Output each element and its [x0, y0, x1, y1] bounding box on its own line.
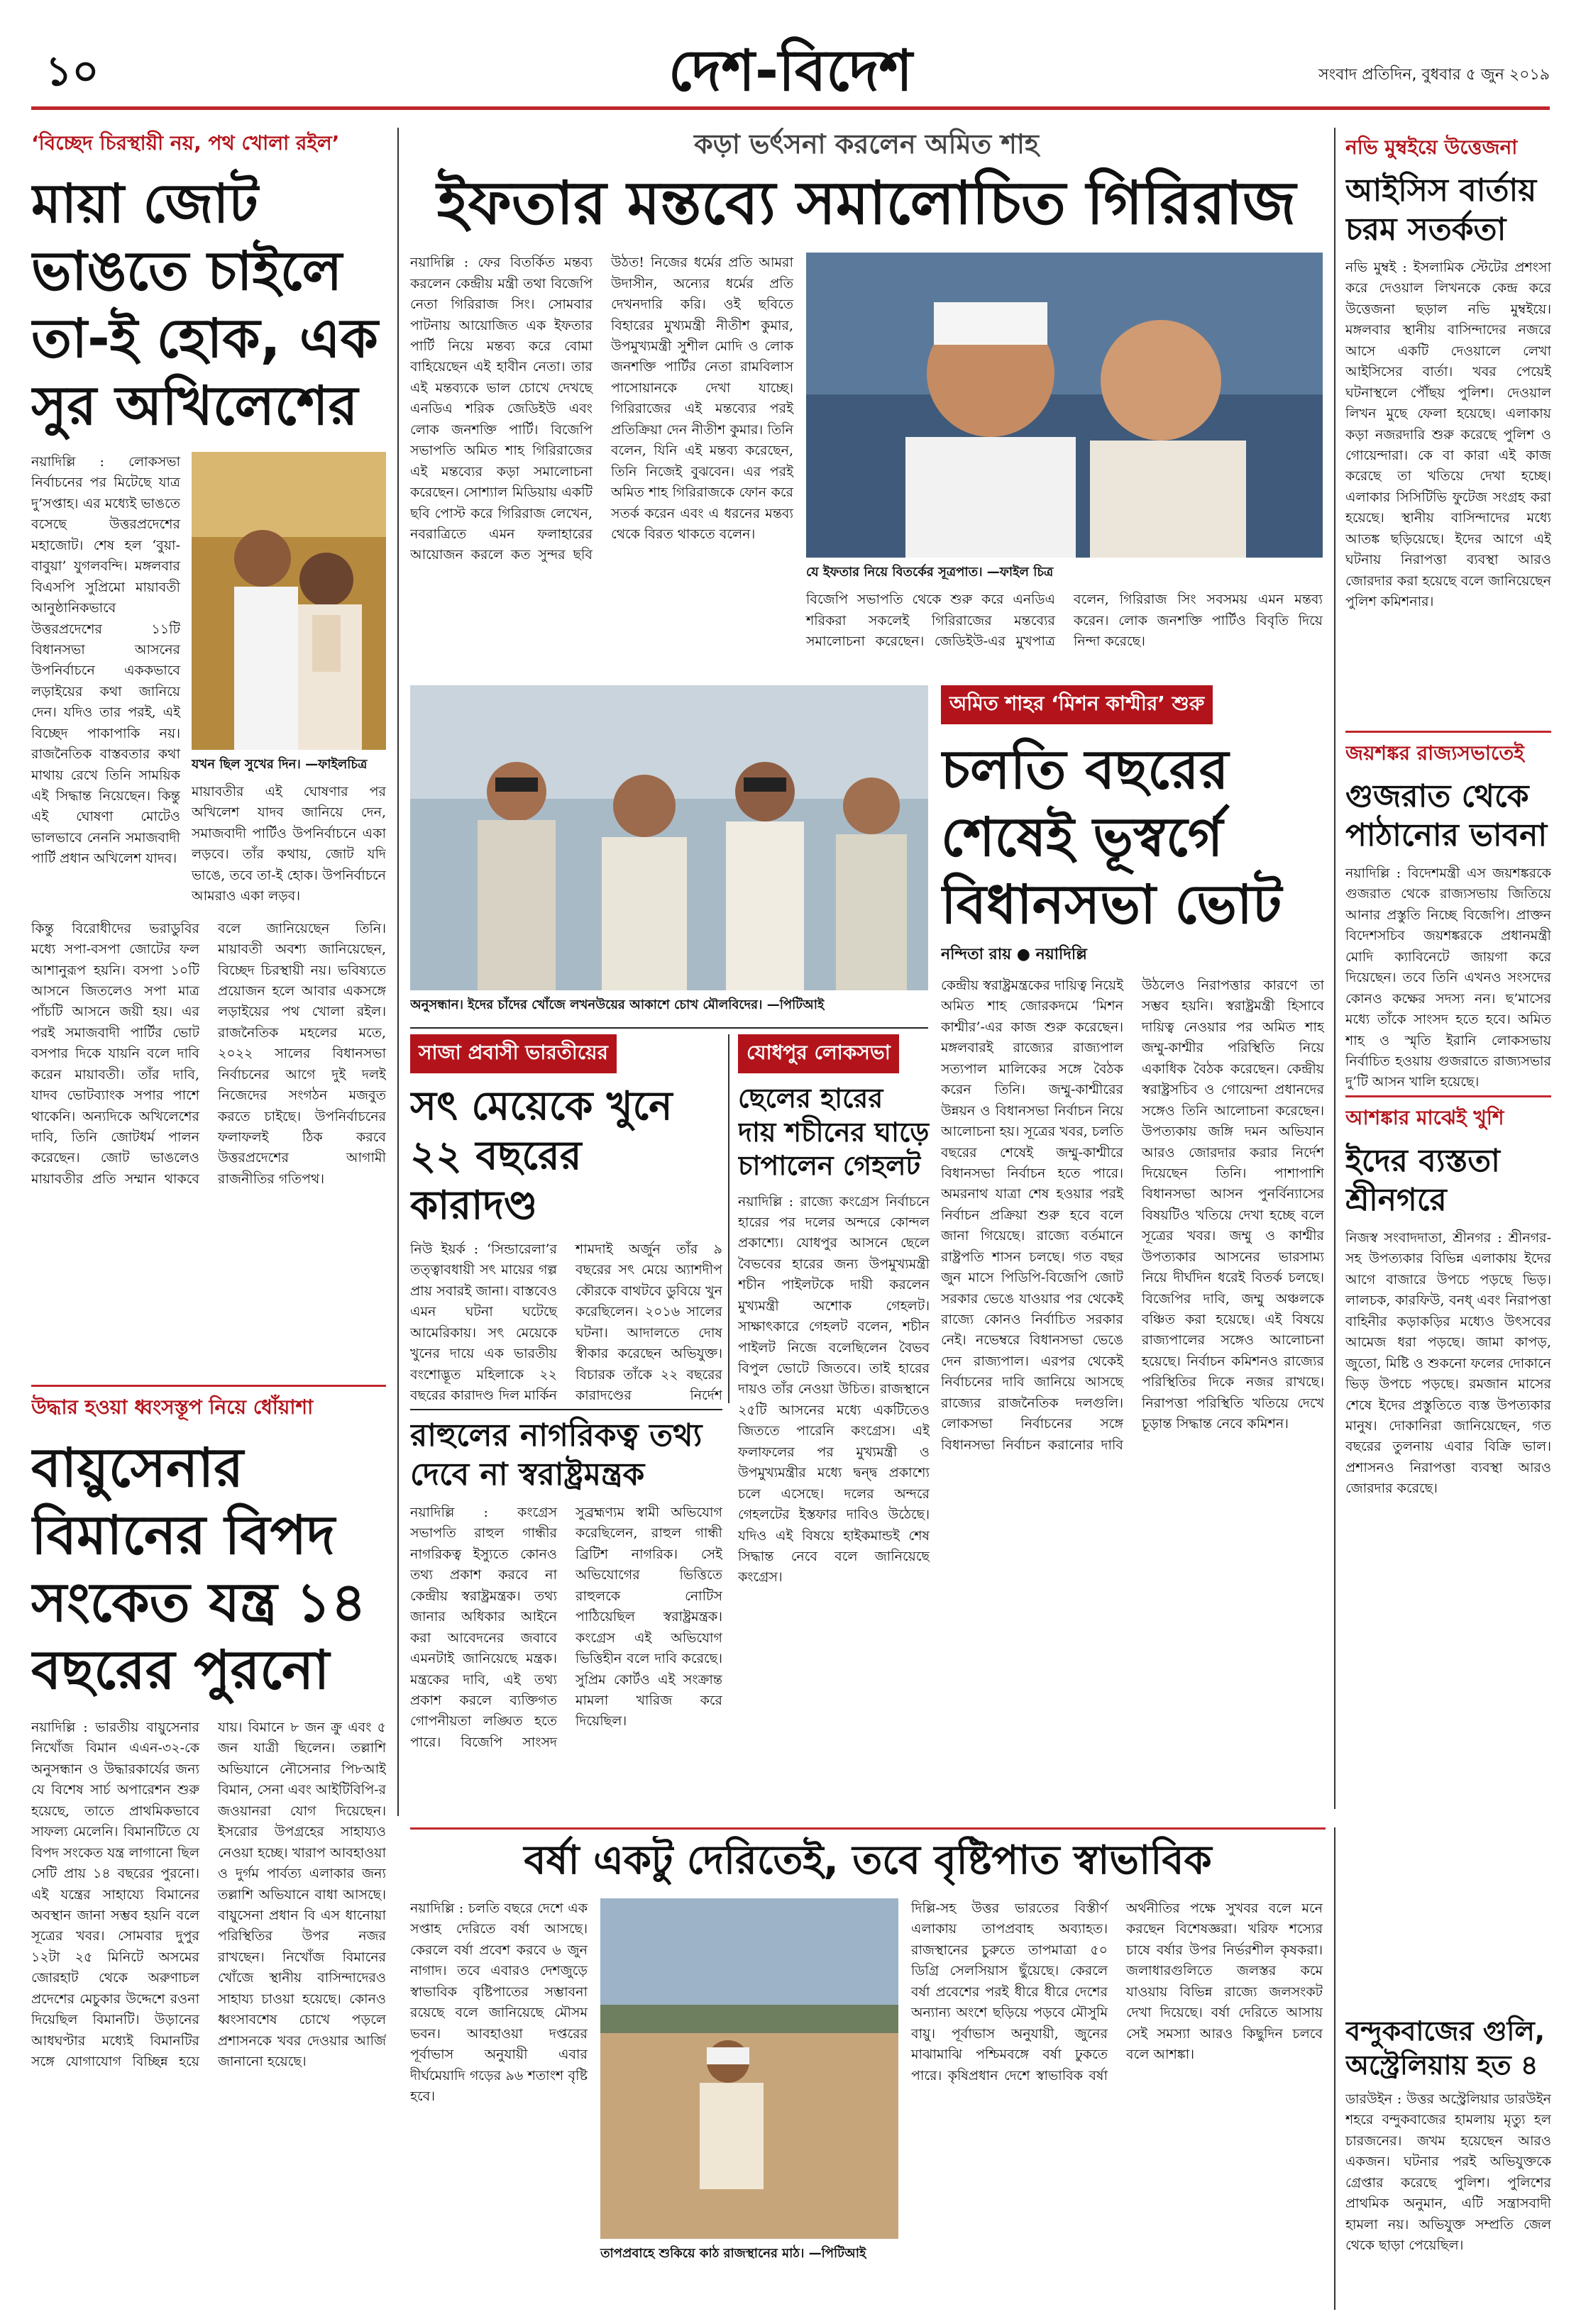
akhilesh-mayawati-photo [192, 452, 386, 750]
article-body: নয়াদিল্লি : চলতি বছরে দেশে এক সপ্তাহ দেরিতে বর্ষা আসছে। কেরলে বর্ষা প্রবেশ করবে ৬ জুন নাগাদ। তবে এবারও দেশজুড়ে স্বাভাবিক বৃষ্টিপাতের সম্ভাবনা রয়েছে বলে জানিয়েছে মৌসম ভবন। আবহাওয়া দপ্তরের পূর্বাভাস অনুযায়ী এবার দীর্ঘমেয়াদি গড়ের ৯৬ শতাংশ বৃষ্টি হবে। [410, 1900, 588, 2104]
section-title: দেশ-বিদেশ [668, 38, 913, 104]
kicker: কড়া ভর্ৎসনা করলেন অমিত শাহ [694, 128, 1039, 160]
headline[interactable]: বন্দুকবাজের গুলি, অস্ট্রেলিয়ায় হত ৪ [1345, 2015, 1546, 2081]
article-body: নয়াদিল্লি : ফের বিতর্কিত মন্তব্য করলেন কেন্দ্রীয় মন্ত্রী তথা বিজেপি নেতা গিরিরাজ সিং। সোমবার পাটনায় আয়োজিত এক ইফতার পার্টি নিয়ে মন্তব্য করে বোমা বাহিয়েছেন এই হাবীন নেতা। তার এই মন্তব্যকে ভাল চোখে দেখছে এনডিএ শরিক জেডিইউ এবং লোক জনশক্তি পার্টি। বিজেপি সভাপতি অমিত শাহ গিরিরাজের এই মন্তব্যের কড়া সমালোচনা করেছেন। সোশ্যাল মিডিয়ায় একটি ছবি পোস্ট করে গিরিরাজ লেখেন, নবরাত্রিতে এমন ফলাহারের আয়োজন করলে কত সুন্দর ছবি উঠত! নিজের ধর্মের প্রতি আমরা উদাসীন, অন্যের ধর্মের প্রতি দেখনদারি করি। ওই ছবিতে বিহারের মুখ্যমন্ত্রী নীতীশ কুমার, উপমুখ্যমন্ত্রী সুশীল মোদি ও লোক জনশক্তি পার্টির নেতা রামবিলাস পাসোয়ানকে দেখা যাচ্ছে। গিরিরাজের এই মন্তব্যের পরই প্রতিক্রিয়া দেন নীতীশ কুমার। তিনি বলেন, যিনি এই মন্তব্য করেছেন, তিনি নিজেই বুঝবেন। এর পরই অমিত শাহ গিরিরাজকে ফোন করে সতর্ক করেন এবং এ ধরনের মন্তব্য থেকে বিরত থাকতে বলেন। [410, 255, 793, 563]
kicker: আশঙ্কার মাঝেই খুশি [1345, 1106, 1504, 1129]
column-rule [397, 128, 399, 1816]
story-srinagar [1345, 1102, 1551, 1812]
article-body: নয়াদিল্লি : বিদেশমন্ত্রী এস জয়শঙ্করকে গুজরাত থেকে রাজ্যসভায় জিতিয়ে আনার প্রস্তুতি নিচ্ছে বিজেপি। প্রাক্তন বিদেশসচিব জয়শঙ্করকে প্রধানমন্ত্রী মোদি ক্যাবিনেটে জায়গা করে দিয়েছেন। তবে তিনি এখনও সংসদের কোনও কক্ষের সদস্য নন। ছ’মাসের মধ্যে তাঁকে সাংসদ হতে হবে। অমিত শাহ ও স্মৃতি ইরানি লোকসভায় নির্বাচিত হওয়ায় গুজরাতে রাজ্যসভার দু’টি আসন খালি হয়েছে। [1345, 865, 1551, 1090]
section-rule [410, 1027, 928, 1029]
kicker: ‘বিচ্ছেদ চিরস্থায়ী নয়, পথ খোলা রইল’ [31, 131, 340, 155]
headline[interactable]: আইসিস বার্তায় চরম সতর্কতা [1345, 172, 1537, 248]
story-airforce [31, 1392, 386, 2307]
photo-caption: যখন ছিল সুখের দিন। —ফাইলচিত্র [192, 757, 368, 772]
page-number: ১০ [45, 47, 99, 95]
story-rahul [410, 1416, 722, 1820]
article-body-part: দিল্লি-সহ উত্তর ভারতের বিস্তীর্ণ এলাকায় তাপপ্রবাহ অব্যাহত। রাজস্থানের চুরুতে তাপমাত্রা ৫০ ডিগ্রি সেলসিয়াস ছুঁয়েছে। কেরলে বর্ষা প্রবেশের পরই ধীরে ধীরে দেশের অন্যান্য অংশে ছড়িয়ে পড়বে মৌসুমি বায়ু। পূর্বাভাস অনুযায়ী, জুনের মাঝামাঝি পশ্চিমবঙ্গে বর্ষা ঢুকতে পারে। কৃষিপ্রধান দেশে স্বাভাবিক বর্ষা অর্থনীতির পক্ষে সুখবর বলে মনে করছেন বিশেষজ্ঞরা। খরিফ শস্যের চাষে বর্ষার উপর নির্ভরশীল কৃষকরা। জলাধারগুলিতে জলস্তর কমে যাওয়ায় বিভিন্ন রাজ্যে জলসংকট দেখা দিয়েছে। বর্ষা দেরিতে আসায় সেই সমস্যা আরও কিছুদিন চলবে বলে আশঙ্কা। [911, 1900, 1323, 2084]
headline[interactable]: বর্ষা একটু দেরিতেই, তবে বৃষ্টিপাত স্বাভাবিক [524, 1837, 1212, 1883]
eid-moon-photo-block [410, 685, 928, 1022]
iftar-photo [806, 253, 1323, 558]
article-body: নয়াদিল্লি : ভারতীয় বায়ুসেনার নিখোঁজ বিমান এএন-৩২-কে অনুসন্ধান ও উদ্ধারকার্যের জন্য যে বিশেষ সার্চ অপারেশন শুরু হয়েছে, তাতে প্রাথমিকভাবে সাফল্য মেলেনি। বিমানটিতে যে বিপদ সংকেত যন্ত্র লাগানো ছিল সেটি প্রায় ১৪ বছরের পুরনো। এই যন্ত্রের সাহায্যে বিমানের অবস্থান জানা সম্ভব হয়নি বলে সূত্রের খবর। সোমবার দুপুর ১২টা ২৫ মিনিটে অসমের জোরহাট থেকে অরুণাচল প্রদেশের মেচুকার উদ্দেশে রওনা দিয়েছিল বিমানটি। উড়ানের আধঘণ্টার মধ্যেই বিমানটির সঙ্গে যোগাযোগ বিচ্ছিন্ন হয়ে যায়। বিমানে ৮ জন ক্রু এবং ৫ জন যাত্রী ছিলেন। তল্লাশি অভিযানে নৌসেনার পি৮আই বিমান, সেনা এবং আইটিবিপি-র জওয়ানরা যোগ দিয়েছেন। ইসরোর উপগ্রহের সাহায্যও নেওয়া হচ্ছে। খারাপ আবহাওয়া ও দুর্গম পার্বত্য এলাকার জন্য তল্লাশি অভিযানে বাধা আসছে। বায়ুসেনা প্রধান বি এস ধানোয়া পরিস্থিতির উপর নজর রাখছেন। নিখোঁজ বিমানের খোঁজে স্থানীয় বাসিন্দাদেরও সাহায্য চাওয়া হয়েছে। কোনও ধ্বংসাবশেষ চোখে পড়লে প্রশাসনকে খবর দেওয়ার আর্জি জানানো হয়েছে। [31, 1720, 386, 2069]
article-body-part: নয়াদিল্লি : লোকসভা নির্বাচনের পর মিটেছে যাত্র দু’সপ্তাহ। এর মধ্যেই ভাঙতে বসেছে উত্তরপ্রদেশের মহাজোট। শেষ হল ‘বুয়া-বাবুয়া’ যুগলবন্দি। মঙ্গলবার বিএসপি সুপ্রিমো মায়াবতী আনুষ্ঠানিকভাবে উত্তরপ্রদেশের ১১টি বিধানসভা আসনের উপনির্বাচনে এককভাবে লড়াইয়ের কথা জানিয়ে দেন। যদিও তার পরই, এই বিচ্ছেদ পাকাপাকি নয়। রাজনৈতিক বাস্তবতার কথা মাথায় রেখে তিনি সাময়িক এই সিদ্ধান্ত নিয়েছেন। কিন্তু এই ঘোষণা মোটেও ভালভাবে নেননি সমাজবাদী পার্টি প্রধান অখিলেশ যাদব। [31, 454, 180, 867]
article-body-part: বিজেপি সভাপতি থেকে শুরু করে এনডিএ শরিকরা সকলেই গিরিরাজের মন্তব্যের সমালোচনা করেছেন। জেডিইউ-এর মুখপাত্র বলেন, গিরিরাজ সিং সবসময় এমন মন্তব্য করেন। লোক জনশক্তি পার্টিও বিবৃতি দিয়ে নিন্দা করেছে। [806, 592, 1323, 650]
article-body: নভি মুম্বই : ইসলামিক স্টেটের প্রশংসা করে দেওয়াল লিখনকে কেন্দ্র করে উত্তেজনা ছড়াল নভি মুম্বইয়ে। মঙ্গলবার স্থানীয় বাসিন্দাদের নজরে আসে একটি দেওয়ালে লেখা আইসিসের বার্তা। খবর পেয়েই ঘটনাস্থলে পৌঁছয় পুলিশ। দেওয়াল লিখন মুছে ফেলা হয়েছে। এলাকায় কড়া নজরদারি শুরু করেছে পুলিশ ও গোয়েন্দারা। কে বা কারা এই কাজ করেছে তা খতিয়ে দেখা হচ্ছে। এলাকার সিসিটিভি ফুটেজ সংগ্রহ করা হয়েছে। স্থানীয় বাসিন্দাদের মধ্যে আতঙ্ক ছড়িয়েছে। ইদের আগে এই ঘটনায় নিরাপত্তা ব্যবস্থা আরও জোরদার করা হয়েছে বলে জানিয়েছেন পুলিশ কমিশনার। [1345, 260, 1551, 609]
dateline: সংবাদ প্রতিদিন, বুধবার ৫ জুন ২০১৯ [1318, 66, 1550, 84]
headline[interactable]: বায়ুসেনার বিমানের বিপদ সংকেত যন্ত্র ১৪ বছরের পুরনো [31, 1436, 366, 1701]
masthead-rule [31, 106, 1550, 110]
kicker: উদ্ধার হওয়া ধ্বংসস্তূপ নিয়ে ধোঁয়াশা [31, 1395, 314, 1419]
column-rule [1334, 128, 1335, 1809]
article-body: নয়াদিল্লি : কংগ্রেস সভাপতি রাহুল গান্ধীর নাগরিকত্ব ইস্যুতে কোনও তথ্য প্রকাশ করবে না কেন্দ্রীয় স্বরাষ্ট্রমন্ত্রক। তথ্য জানার অধিকার আইনে করা আবেদনের জবাবে এমনটাই জানিয়েছে মন্ত্রক। মন্ত্রকের দাবি, এই তথ্য প্রকাশ করলে ব্যক্তিগত গোপনীয়তা লঙ্ঘিত হতে পারে। বিজেপি সাংসদ সুব্রহ্মণ্যম স্বামী অভিযোগ করেছিলেন, রাহুল গান্ধী ব্রিটিশ নাগরিক। সেই অভিযোগের ভিত্তিতে রাহুলকে নোটিস পাঠিয়েছিল স্বরাষ্ট্রমন্ত্রক। কংগ্রেস এই অভিযোগ ভিত্তিহীন বলে দাবি করেছে। সুপ্রিম কোর্টও এই সংক্রান্ত মামলা খারিজ করে দিয়েছিল। [410, 1505, 722, 1750]
article-body: কেন্দ্রীয় স্বরাষ্ট্রমন্ত্রকের দায়িত্ব নিয়েই অমিত শাহ জোরকদমে ‘মিশন কাশ্মীর’-এর কাজ শুরু করেছেন। মঙ্গলবারই রাজ্যের রাজ্যপাল সত্যপাল মালিকের সঙ্গে বৈঠক করেন তিনি। জম্মু-কাশ্মীরের উন্নয়ন ও বিধানসভা নির্বাচন নিয়ে আলোচনা হয়। সূত্রের খবর, চলতি বছরের শেষেই জম্মু-কাশ্মীরে বিধানসভা নির্বাচন হতে পারে। অমরনাথ যাত্রা শেষ হওয়ার পরই নির্বাচন প্রক্রিয়া শুরু হবে বলে জানা গিয়েছে। রাজ্যে বর্তমানে রাষ্ট্রপতি শাসন চলছে। গত বছর জুন মাসে পিডিপি-বিজেপি জোট সরকার ভেঙে যাওয়ার পর থেকেই রাজ্যে কোনও নির্বাচিত সরকার নেই। নভেম্বরে বিধানসভা ভেঙে দেন রাজ্যপাল। এরপর থেকেই নির্বাচনের দাবি জানিয়ে আসছে রাজ্যের রাজনৈতিক দলগুলি। লোকসভা নির্বাচনের সঙ্গে বিধানসভা নির্বাচন করানোর দাবি উঠলেও নিরাপত্তার কারণে তা সম্ভব হয়নি। স্বরাষ্ট্রমন্ত্রী হিসাবে দায়িত্ব নেওয়ার পর অমিত শাহ জম্মু-কাশ্মীর পরিস্থিতি নিয়ে একাধিক বৈঠক করেছেন। কেন্দ্রীয় স্বরাষ্ট্রসচিব ও গোয়েন্দা প্রধানদের সঙ্গেও তিনি আলোচনা করেছেন। উপত্যকায় জঙ্গি দমন অভিযান আরও জোরদার করার নির্দেশ দিয়েছেন তিনি। পাশাপাশি বিধানসভা আসন পুনর্বিন্যাসের বিষয়টিও খতিয়ে দেখা হচ্ছে বলে সূত্রের খবর। জম্মু ও কাশ্মীর উপত্যকার আসনের ভারসাম্য নিয়ে দীর্ঘদিন ধরেই বিতর্ক চলছে। বিজেপির দাবি, জম্মু অঞ্চলকে বঞ্চিত করা হয়েছে। এই বিষয়ে রাজ্যপালের সঙ্গেও আলোচনা হয়েছে। নির্বাচন কমিশনও রাজ্যের পরিস্থিতির দিকে নজর রাখছে। নিরাপত্তা পরিস্থিতি খতিয়ে দেখে চূড়ান্ত সিদ্ধান্ত নেবে কমিশন। [941, 978, 1324, 1453]
article-body: নিউ ইয়র্ক : ‘সিন্ডারেলা’র তত্ত্বাবধায়ী সৎ মায়ের গল্প প্রায় সবারই জানা। বাস্তবেও এমন ঘটনা ঘটেছে আমেরিকায়। সৎ মেয়েকে খুনের দায়ে এক ভারতীয় বংশোদ্ভূত মহিলাকে ২২ বছরের কারাদণ্ড দিল মার্কিন শামদাই অর্জুন তাঁর ৯ বছরের সৎ মেয়ে অ্যাশদীপ কৌরকে বাথটবে ডুবিয়ে খুন করেছিলেন। ২০১৬ সালের ঘটনা। আদালতে দোষ স্বীকার করেছেন অভিযুক্ত। বিচারক তাঁকে ২২ বছরের কারাদণ্ডের নির্দেশ [410, 1241, 722, 1403]
story-giriraj [410, 128, 1323, 681]
story-custody [410, 1034, 722, 1403]
headline[interactable]: ইফতার মন্তব্যে সমালোচিত গিরিরাজ [436, 167, 1296, 238]
section-rule [1345, 1095, 1551, 1097]
headline[interactable]: ইদের ব্যস্ততা শ্রীনগরে [1345, 1143, 1500, 1218]
article-body: নিজস্ব সংবাদদাতা, শ্রীনগর : শ্রীনগর-সহ উপত্যকার বিভিন্ন এলাকায় ইদের আগে বাজারে উপচে পড়ছে ভিড়। লালচক, কারফিউ, বনধ্‌ এবং নিরাপত্তা বাহিনীর কড়াকড়ির মধ্যেও উৎসবের আমেজ ধরা পড়ছে। জামা কাপড়, জুতো, মিষ্টি ও শুকনো ফলের দোকানে ভিড় উপচে পড়ছে। রমজান মাসের শেষে ইদের প্রস্তুতিতে ব্যস্ত উপত্যকার মানুষ। দোকানিরা জানিয়েছেন, গত বছরের তুলনায় এবার বিক্রি ভাল। প্রশাসনও নিরাপত্তা ব্যবস্থা আরও জোরদার করেছে। [1345, 1230, 1551, 1497]
photo-caption: অনুসন্ধান। ইদের চাঁদের খোঁজে লখনউয়ের আকাশে চোখ মৌলবিদের। —পিটিআই [410, 997, 825, 1012]
story-monsoon [410, 1836, 1326, 2311]
story-australia [1345, 2015, 1551, 2313]
story-isis [1345, 132, 1551, 728]
kicker: অমিত শাহর ‘মিশন কাশ্মীর’ শুরু [941, 685, 1213, 724]
byline: নন্দিতা রায় ● নয়াদিল্লি [941, 946, 1087, 963]
headline[interactable]: ছেলের হারের দায় শচীনের ঘাড়ে চাপালেন গেহলট [738, 1083, 930, 1181]
column-rule [728, 1034, 729, 1403]
column-rule [1334, 1827, 1335, 2310]
eid-moon-photo [410, 685, 928, 990]
article-body: নয়াদিল্লি : রাজ্যে কংগ্রেস নির্বাচনে হারের পর দলের অন্দরে কোন্দল প্রকাশ্যে। যোধপুর আসনে ছেলে বৈভবের হারের জন্য উপমুখ্যমন্ত্রী শচীন পাইলটকে দায়ী করলেন মুখ্যমন্ত্রী অশোক গেহলট। সাক্ষাৎকারে গেহলট বলেন, শচীন পাইলট নিজে বলেছিলেন বৈভব বিপুল ভোটে জিতবে। তাই হারের দায়ও তাঁর নেওয়া উচিত। রাজস্থানে ২৫টি আসনের মধ্যে একটিতেও জিততে পারেনি কংগ্রেস। এই ফলাফলের পর মুখ্যমন্ত্রী ও উপমুখ্যমন্ত্রীর মধ্যে দ্বন্দ্ব প্রকাশ্যে চলে এসেছে। দলের অন্দরে গেহলটের ইস্তফার দাবিও উঠেছে। যদিও এই বিষয়ে হাইকমান্ডই শেষ সিদ্ধান্ত নেবে বলে জানিয়েছে কংগ্রেস। [738, 1193, 930, 1586]
section-rule [1345, 731, 1551, 733]
story-gehlot [738, 1034, 930, 1822]
photo-caption: তাপপ্রবাহে শুকিয়ে কাঠ রাজস্থানের মাঠ। —পিটিআই [600, 2246, 866, 2261]
section-rule [31, 1385, 386, 1387]
kicker: জয়শঙ্কর রাজ্যসভাতেই [1345, 741, 1524, 765]
kicker: সাজা প্রবাসী ভারতীয়ের [410, 1034, 617, 1073]
headline[interactable]: মায়া জোট ভাঙতে চাইলে তা-ই হোক, এক সুর অখিলেশের [31, 172, 378, 437]
story-akhilesh [31, 128, 386, 1376]
article-body: ডারউইন : উত্তর অস্ট্রেলিয়ার ডারউইন শহরে বন্দুকবাজের হামলায় মৃত্যু হল চারজনের। জখম হয়েছেন আরও একজন। ঘটনার পরই অভিযুক্তকে গ্রেপ্তার করেছে পুলিশ। পুলিশের প্রাথমিক অনুমান, এটি সন্ত্রাসবাদী হামলা নয়। অভিযুক্ত সম্প্রতি জেল থেকে ছাড়া পেয়েছিল। [1345, 2091, 1551, 2254]
headline[interactable]: সৎ মেয়েকে খুনে ২২ বছরের কারাদণ্ড [410, 1083, 673, 1229]
kicker: নভি মুম্বইয়ে উত্তেজনা [1345, 135, 1518, 159]
monsoon-photo [600, 1898, 898, 2239]
headline[interactable]: চলতি বছরের শেষেই ভূস্বর্গে বিধানসভা ভোট [941, 738, 1282, 936]
masthead [31, 13, 1550, 104]
kicker: যোধপুর লোকসভা [738, 1034, 899, 1073]
photo-caption: যে ইফতার নিয়ে বিতর্কের সূত্রপাত। —ফাইল চিত্র [806, 565, 1054, 580]
section-rule [410, 1827, 1326, 1830]
article-body-part: মায়াবতীর এই ঘোষণার পর অখিলেশ যাদব জানিয়ে দেন, সমাজবাদী পার্টিও উপনির্বাচনে একা লড়বে। তাঁর কথায়, জোট যদি ভাঙে, তবে তা-ই হোক। উপনির্বাচনে আমরাও একা লড়ব। [192, 784, 386, 904]
section-rule [410, 1409, 722, 1410]
headline[interactable]: রাহুলের নাগরিকত্ব তথ্য দেবে না স্বরাষ্ট্রমন্ত্রক [410, 1417, 703, 1493]
article-body: কিন্তু বিরোধীদের ভরাডুবির মধ্যে সপা-বসপা জোটের ফল আশানুরূপ হয়নি। বসপা ১০টি আসনে জিতলেও সপা মাত্র পাঁচটি আসনে জয়ী হয়। এর পরই সমাজবাদী পার্টির ভোট বসপার দিকে যায়নি বলে দাবি করেন মায়াবতী। তাঁর দাবি, যাদব ভোটব্যাংক সপার পাশে থাকেনি। অন্যদিকে অখিলেশের দাবি, তিনি জোটধর্ম পালন করেছেন। জোট ভাঙলেও মায়াবতীর প্রতি সম্মান থাকবে বলে জানিয়েছেন তিনি। মায়াবতী অবশ্য জানিয়েছেন, বিচ্ছেদ চিরস্থায়ী নয়। ভবিষ্যতে প্রয়োজন হলে আবার একসঙ্গে লড়াইয়ের পথ খোলা রইল। রাজনৈতিক মহলের মতে, ২০২২ সালের বিধানসভা নির্বাচনের আগে দুই দলই নিজেদের সংগঠন মজবুত করতে চাইছে। উপনির্বাচনের ফলাফলই ঠিক করবে উত্তরপ্রদেশের আগামী রাজনীতির গতিপথ। [31, 920, 386, 1187]
story-jaishankar [1345, 738, 1551, 1092]
story-kashmir [941, 685, 1324, 1700]
headline[interactable]: গুজরাত থেকে পাঠানোর ভাবনা [1345, 778, 1548, 853]
